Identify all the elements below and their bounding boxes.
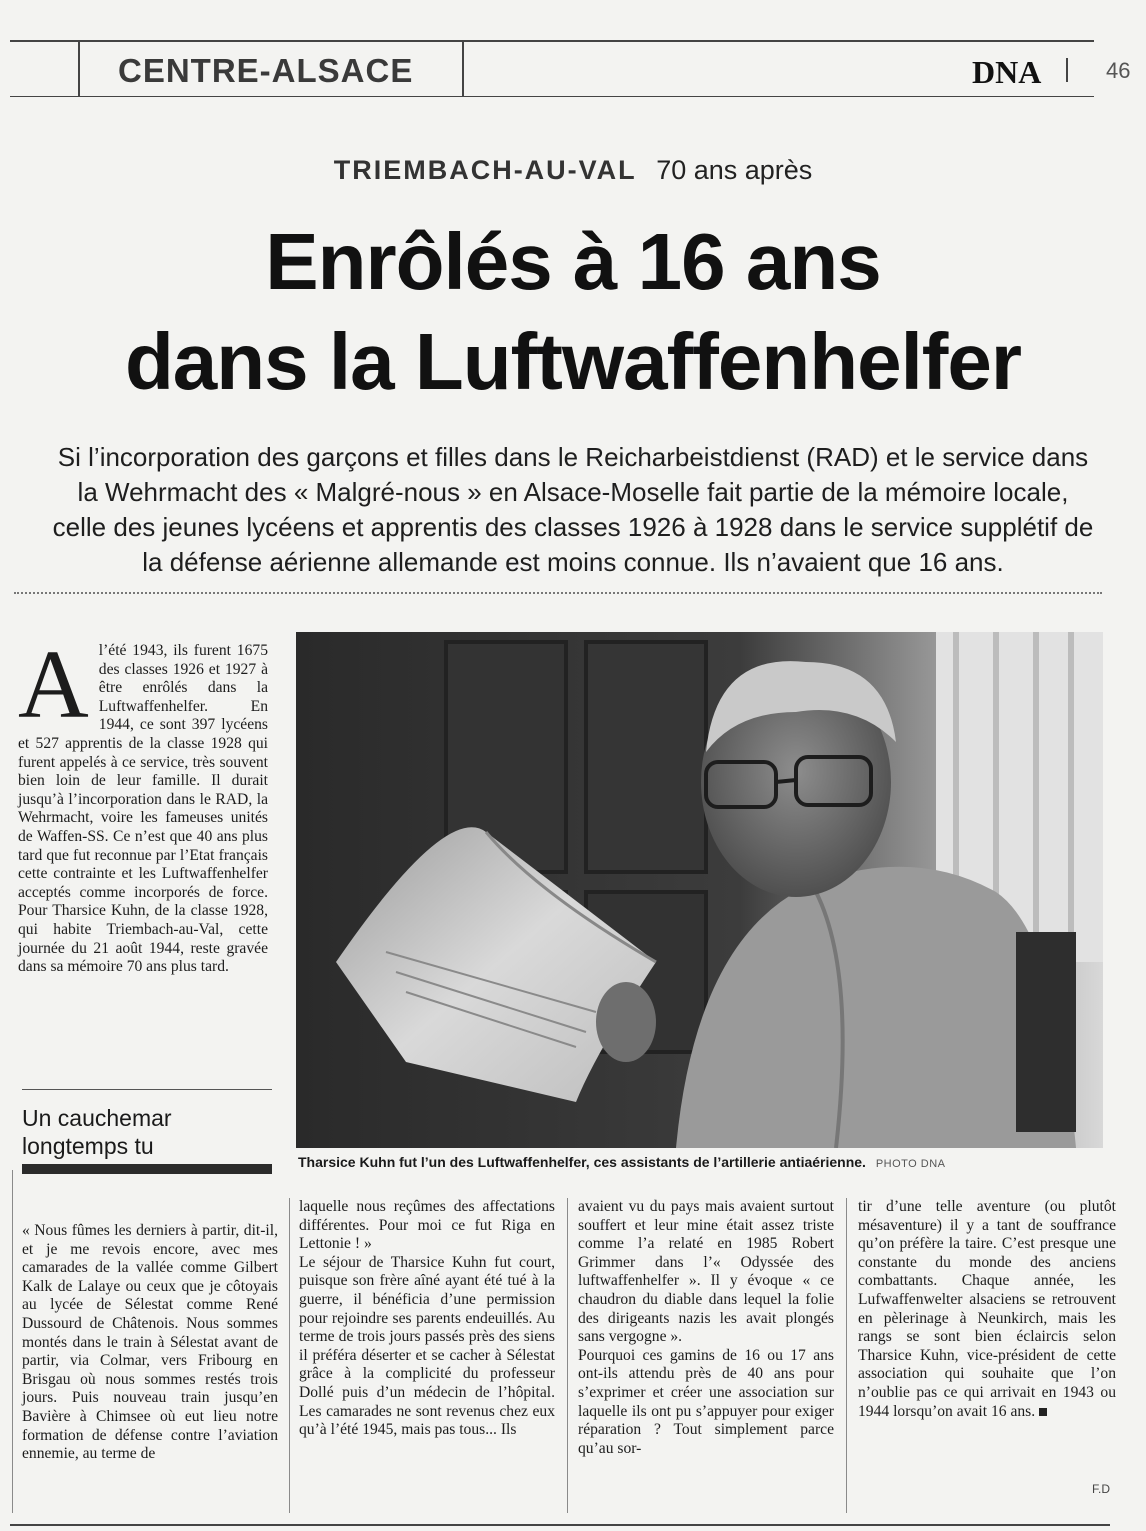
headline-line-2: dans la Luftwaffenhelfer <box>124 317 1022 406</box>
header-top-rule <box>10 40 1094 42</box>
article-standfirst <box>0 440 1146 580</box>
subhead-rule <box>22 1089 272 1090</box>
body-paragraph: Pourquoi ces gamins de 16 ou 17 ans ont-ils attendu près de 40 ans pour s’exprimer et créer une association sur laquelle ils ont pu s’appuyer pour exiger réparation ? Tout simplement parce qu’au sor- <box>578 1346 834 1457</box>
column-separator <box>12 1170 13 1513</box>
header-divider-mid <box>462 42 464 96</box>
body-column-2 <box>299 1198 555 1440</box>
subhead <box>22 1104 172 1160</box>
body-column-4 <box>858 1198 1116 1421</box>
header-divider-left <box>78 42 80 96</box>
headline-line-1: Enrôlés à 16 ans <box>265 217 881 306</box>
body-column-1 <box>22 1222 278 1464</box>
column-separator <box>567 1198 568 1513</box>
subhead-bar <box>22 1164 272 1174</box>
photo-caption <box>298 1154 946 1170</box>
end-mark <box>1039 1408 1047 1416</box>
article-kicker <box>0 155 1146 186</box>
article-photo <box>296 632 1103 1148</box>
newspaper-logo: DNA <box>972 54 1042 90</box>
standfirst-line: Si l’incorporation des garçons et filles dans le Reicharbeistdienst (RAD) et le service dans <box>57 442 1089 472</box>
column-separator <box>846 1198 847 1513</box>
body-text: tir d’une telle aventure (ou plutôt mésaventure) il y a tant de souffrance qu’on préfère la taire. C’est presque une constante du monde des anciens combattants. Chaque année, les Lufwaffenwelter alsaciens se retrouvent en pèlerinage à Neunkirch, mais les rangs se sont bien éclaircis selon Tharsice Kuhn, vice-président de cette association qui souhaite que l’on n’oublie pas ce qui arrivait en 1943 ou 1944 lorsqu’on avait 16 ans. <box>858 1198 1116 1420</box>
drop-cap: A <box>18 631 89 739</box>
standfirst-line: la défense aérienne allemande est moins connue. Ils n’avaient que 16 ans. <box>142 547 1004 577</box>
body-paragraph: avaient vu du pays mais avaient surtout souffert et leur mine était assez triste comme l’a relaté en 1985 Robert Grimmer dans l’« Odyssée des luftwaffenhelfer ». Il y évoque « ce chaudron du diable dans lequel la folie des dirigeants nazis les avait plongés sans vergogne ». <box>578 1198 834 1346</box>
author-signature: F.D <box>1092 1482 1110 1496</box>
lead-text: l’été 1943, ils furent 1675 des classes 1926 et 1927 à être enrôlés dans la Luftwaffenhelfer. En 1944, ce sont 397 lycéens et 527 apprentis de la classe 1928 qui furent appelés à ce service, très souvent bien loin de leur famille. Il durait jusqu’à l’incorporation dans le RAD, la Wehrmacht, voire les fameuses unités de Waffen-SS. Ce n’est que 40 ans plus tard que fut reconnue par l’Etat français cette contrainte et les Luftwaffenhelfer acceptés comme incorporés de force. Pour Tharsice Kuhn, de la classe 1928, qui habite Triembach-au-Val, cette journée du 21 août 1944, reste gravée dans sa mémoire 70 ans plus tard. <box>18 642 268 976</box>
subhead-line: longtemps tu <box>22 1133 154 1159</box>
body-paragraph: laquelle nous reçûmes des affectations différentes. Pour moi ce fut Riga en Lettonie ! » <box>299 1198 555 1253</box>
column-separator <box>289 1198 290 1513</box>
caption-text: Tharsice Kuhn fut l’un des Luftwaffenhelfer, ces assistants de l’artillerie antiaérienne. <box>298 1154 866 1170</box>
body-column-3 <box>578 1198 834 1458</box>
header-divider-brand <box>1066 58 1068 82</box>
subhead-line: Un cauchemar <box>22 1105 172 1131</box>
standfirst-line: la Wehrmacht des « Malgré-nous » en Alsace-Moselle fait partie de la mémoire locale, <box>77 477 1069 507</box>
body-paragraph: Le séjour de Tharsice Kuhn fut court, puisque son frère aîné ayant été tué à la guerre, il bénéficia d’une permission pour rejoindre ses parents endeuillés. Au terme de trois jours passés près des siens il préféra déserter et se cacher à Sélestat grâce à la complicité du professeur Dollé puis d’un médecin de l’hôpital. Les camarades ne sont revenus chez eux qu’à l’été 1945, mais pas tous... Ils <box>299 1253 555 1439</box>
body-paragraph <box>858 1198 1116 1421</box>
standfirst-line: celle des jeunes lycéens et apprentis des classes 1926 à 1928 dans le service supplétif de <box>52 512 1094 542</box>
lead-paragraph <box>18 631 268 977</box>
kicker-place: TRIEMBACH-AU-VAL <box>333 155 637 185</box>
dotted-separator <box>14 592 1102 594</box>
page-bottom-rule <box>10 1524 1110 1526</box>
section-name: CENTRE-ALSACE <box>118 52 414 89</box>
photo-credit: PHOTO DNA <box>875 1158 946 1170</box>
page-number: 46 <box>1106 58 1131 83</box>
body-paragraph: « Nous fûmes les derniers à partir, dit-il, et je me revois encore, avec mes camarades de la vallée comme Gilbert Kalk de Lalaye ou ceux que je côtoyais au lycée de Sélestat comme René Dussourd de Châtenois. Nous sommes montés dans le train à Sélestat avant de partir, via Colmar, vers Fribourg en Brisgau où nous sommes restés trois jours. Puis nouveau train jusqu’en Bavière à Chimsee où eut lieu notre formation de défense contre l’aviation ennemie, au terme de <box>22 1222 278 1463</box>
kicker-subtitle: 70 ans après <box>656 155 813 185</box>
photo-illustration <box>296 632 1103 1148</box>
header-bottom-rule <box>10 96 1094 97</box>
